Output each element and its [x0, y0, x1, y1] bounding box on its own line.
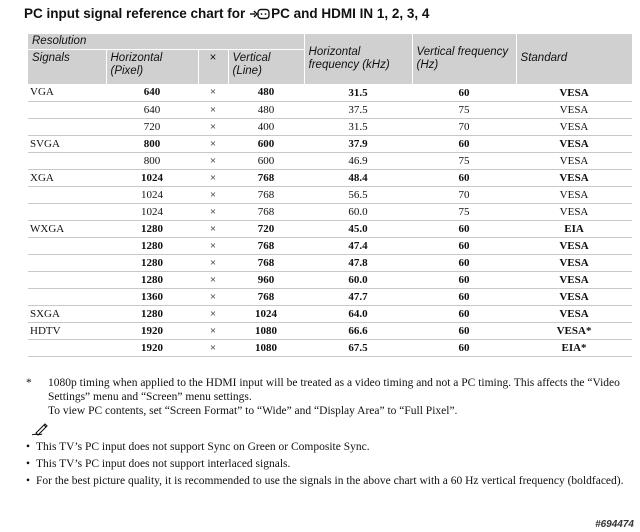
cell-v-frequency: 60 — [412, 220, 516, 237]
cell-h-frequency: 67.5 — [304, 339, 412, 356]
cell-v-frequency: 60 — [412, 237, 516, 254]
cell-vertical: 400 — [228, 118, 304, 135]
cell-horizontal: 800 — [106, 152, 198, 169]
watermark: #694474 — [595, 519, 634, 530]
cell-vertical: 768 — [228, 169, 304, 186]
note-item: • This TV’s PC input does not support interlaced signals. — [26, 458, 291, 470]
cell-times: × — [198, 186, 228, 203]
note-pencil-icon — [30, 422, 630, 438]
cell-standard: VESA — [516, 237, 632, 254]
cell-v-frequency: 60 — [412, 84, 516, 101]
cell-v-frequency: 60 — [412, 271, 516, 288]
cell-signal — [28, 101, 106, 118]
cell-vertical: 1024 — [228, 305, 304, 322]
cell-h-frequency: 47.8 — [304, 254, 412, 271]
note-item: • This TV’s PC input does not support Sync on Green or Composite Sync. — [26, 441, 370, 453]
cell-times: × — [198, 135, 228, 152]
cell-horizontal: 1280 — [106, 220, 198, 237]
cell-horizontal: 1920 — [106, 322, 198, 339]
footnote-line-1: 1080p timing when applied to the HDMI input will be treated as a video timing and not a PC timing. This affects the “Video Settings” menu and “Screen” menu settings. — [48, 377, 620, 403]
cell-horizontal: 1024 — [106, 169, 198, 186]
cell-h-frequency: 66.6 — [304, 322, 412, 339]
cell-vertical: 768 — [228, 186, 304, 203]
cell-vertical: 720 — [228, 220, 304, 237]
cell-v-frequency: 70 — [412, 118, 516, 135]
cell-v-frequency: 60 — [412, 322, 516, 339]
footnote-1080p — [26, 376, 630, 418]
cell-horizontal: 800 — [106, 135, 198, 152]
cell-vertical: 960 — [228, 271, 304, 288]
cell-times: × — [198, 322, 228, 339]
header-row-resolution — [28, 34, 632, 50]
cell-vertical: 480 — [228, 101, 304, 118]
cell-h-frequency: 37.5 — [304, 101, 412, 118]
cell-signal — [28, 339, 106, 356]
cell-standard: VESA — [516, 186, 632, 203]
cell-signal: WXGA — [28, 220, 106, 237]
table-row — [28, 288, 632, 305]
cell-signal — [28, 288, 106, 305]
chart-body — [28, 84, 632, 356]
cell-h-frequency: 47.7 — [304, 288, 412, 305]
cell-vertical: 1080 — [228, 339, 304, 356]
cell-horizontal: 1280 — [106, 271, 198, 288]
cell-standard: VESA — [516, 254, 632, 271]
table-row — [28, 101, 632, 118]
cell-h-frequency: 46.9 — [304, 152, 412, 169]
cell-standard: EIA — [516, 220, 632, 237]
table-row — [28, 84, 632, 101]
cell-times: × — [198, 305, 228, 322]
header-h-frequency: Horizontal frequency (kHz) — [304, 34, 412, 84]
cell-signal: SVGA — [28, 135, 106, 152]
cell-horizontal: 640 — [106, 84, 198, 101]
cell-standard: VESA* — [516, 322, 632, 339]
cell-h-frequency: 31.5 — [304, 118, 412, 135]
cell-v-frequency: 70 — [412, 186, 516, 203]
page-title: PC input signal reference chart for PC and HDMI IN 1, 2, 3, 4 — [24, 6, 430, 21]
cell-h-frequency: 60.0 — [304, 203, 412, 220]
table-row — [28, 322, 632, 339]
notes-list — [26, 440, 630, 488]
cell-h-frequency: 47.4 — [304, 237, 412, 254]
table-row — [28, 237, 632, 254]
cell-v-frequency: 75 — [412, 152, 516, 169]
header-standard: Standard — [516, 34, 632, 84]
cell-horizontal: 1920 — [106, 339, 198, 356]
cell-standard: VESA — [516, 288, 632, 305]
table-row — [28, 254, 632, 271]
header-v-frequency: Vertical frequency (Hz) — [412, 34, 516, 84]
cell-v-frequency: 60 — [412, 288, 516, 305]
cell-horizontal: 1280 — [106, 237, 198, 254]
cell-standard: VESA — [516, 101, 632, 118]
cell-v-frequency: 60 — [412, 254, 516, 271]
header-signals: Signals — [28, 50, 106, 85]
cell-signal: XGA — [28, 169, 106, 186]
table-row — [28, 220, 632, 237]
cell-horizontal: 1280 — [106, 305, 198, 322]
cell-h-frequency: 45.0 — [304, 220, 412, 237]
cell-h-frequency: 60.0 — [304, 271, 412, 288]
header-times: × — [198, 50, 228, 85]
cell-signal: SXGA — [28, 305, 106, 322]
cell-times: × — [198, 84, 228, 101]
cell-horizontal: 1280 — [106, 254, 198, 271]
cell-vertical: 1080 — [228, 322, 304, 339]
cell-h-frequency: 37.9 — [304, 135, 412, 152]
cell-signal — [28, 237, 106, 254]
cell-times: × — [198, 101, 228, 118]
cell-signal — [28, 203, 106, 220]
cell-v-frequency: 75 — [412, 203, 516, 220]
cell-times: × — [198, 271, 228, 288]
cell-times: × — [198, 220, 228, 237]
cell-v-frequency: 60 — [412, 339, 516, 356]
footnote-mark: * — [26, 377, 32, 389]
cell-standard: VESA — [516, 169, 632, 186]
table-row — [28, 305, 632, 322]
cell-standard: VESA — [516, 152, 632, 169]
cell-horizontal: 720 — [106, 118, 198, 135]
table-row — [28, 339, 632, 356]
footnote-line-2: To view PC contents, set “Screen Format” to “Wide” and “Display Area” to “Full Pixel”. — [48, 405, 458, 417]
cell-horizontal: 1360 — [106, 288, 198, 305]
table-row — [28, 271, 632, 288]
cell-vertical: 768 — [228, 203, 304, 220]
cell-signal — [28, 118, 106, 135]
cell-times: × — [198, 152, 228, 169]
cell-vertical: 600 — [228, 152, 304, 169]
cell-signal: HDTV — [28, 322, 106, 339]
table-row — [28, 186, 632, 203]
cell-standard: VESA — [516, 84, 632, 101]
cell-times: × — [198, 169, 228, 186]
cell-horizontal: 640 — [106, 101, 198, 118]
cell-times: × — [198, 118, 228, 135]
cell-signal: VGA — [28, 84, 106, 101]
cell-standard: VESA — [516, 271, 632, 288]
cell-standard: VESA — [516, 305, 632, 322]
pc-input-icon — [250, 8, 270, 20]
cell-signal — [28, 152, 106, 169]
header-vertical-line: Vertical (Line) — [228, 50, 304, 85]
cell-times: × — [198, 339, 228, 356]
cell-times: × — [198, 254, 228, 271]
table-row — [28, 152, 632, 169]
header-horizontal-pixel: Horizontal (Pixel) — [106, 50, 198, 85]
cell-signal — [28, 254, 106, 271]
cell-vertical: 768 — [228, 288, 304, 305]
table-row — [28, 203, 632, 220]
cell-standard: VESA — [516, 203, 632, 220]
cell-v-frequency: 60 — [412, 305, 516, 322]
cell-signal — [28, 271, 106, 288]
cell-vertical: 768 — [228, 254, 304, 271]
cell-h-frequency: 31.5 — [304, 84, 412, 101]
cell-vertical: 768 — [228, 237, 304, 254]
cell-vertical: 600 — [228, 135, 304, 152]
cell-times: × — [198, 203, 228, 220]
table-row — [28, 135, 632, 152]
table-row — [28, 118, 632, 135]
footnotes — [26, 376, 630, 491]
cell-v-frequency: 60 — [412, 169, 516, 186]
note-item: • For the best picture quality, it is recommended to use the signals in the above chart with a 60 Hz vertical frequency (boldfaced). — [26, 475, 624, 487]
cell-horizontal: 1024 — [106, 203, 198, 220]
cell-h-frequency: 56.5 — [304, 186, 412, 203]
cell-h-frequency: 64.0 — [304, 305, 412, 322]
table-row — [28, 169, 632, 186]
cell-horizontal: 1024 — [106, 186, 198, 203]
cell-standard: VESA — [516, 118, 632, 135]
cell-standard: VESA — [516, 135, 632, 152]
header-resolution: Resolution — [28, 34, 304, 50]
cell-times: × — [198, 288, 228, 305]
signal-chart-table — [28, 34, 632, 357]
cell-h-frequency: 48.4 — [304, 169, 412, 186]
cell-times: × — [198, 237, 228, 254]
cell-standard: EIA* — [516, 339, 632, 356]
cell-v-frequency: 60 — [412, 135, 516, 152]
cell-signal — [28, 186, 106, 203]
cell-v-frequency: 75 — [412, 101, 516, 118]
cell-vertical: 480 — [228, 84, 304, 101]
